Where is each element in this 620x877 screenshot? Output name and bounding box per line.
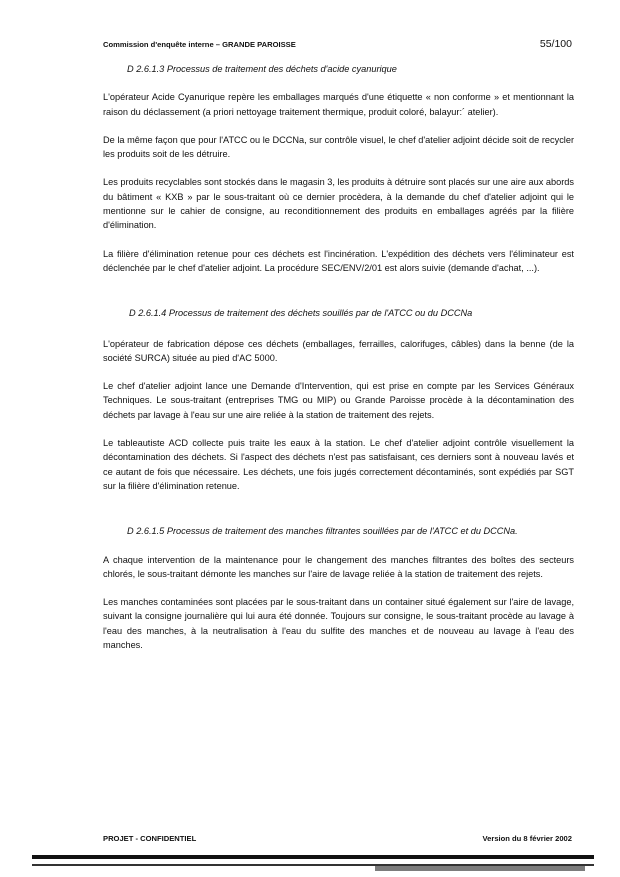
scan-edge-bar xyxy=(32,855,594,859)
page-number: 55/100 xyxy=(539,38,572,50)
header-title: Commission d'enquête interne – GRANDE PAROISSE xyxy=(103,40,296,49)
section-heading: D 2.6.1.3 Processus de traitement des déchets d'acide cyanurique xyxy=(127,64,397,74)
footer-confidential: PROJET - CONFIDENTIEL xyxy=(103,834,197,843)
paragraph: Le tableautiste ACD collecte puis traite les eaux à la station. Le chef d'atelier adjoint contrôle visuellement la décontamination des déchets. Si l'aspect des déchets n'est pas satisfaisant, ces derniers sont à nouveau lavés et ce autant de fois que nécessaire. Les déchets, une fois jugés correctement décontaminés, sont expédiés par SGT sur la filière d'élimination retenue. xyxy=(103,438,574,491)
paragraph: A chaque intervention de la maintenance pour le changement des manches filtrantes des boîtes des secteurs chlorés, le sous-traitant démonte les manches sur l'aire de lavage reliée à la station de traitement des rejets. xyxy=(103,554,574,579)
paragraph: Le chef d'atelier adjoint lance une Demande d'Intervention, qui est prise en compte par les Services Généraux Techniques. Le sous-traitant (entreprises TMG ou MIP) ou Grande Paroisse procède à la décontamination des déchets par lavage à l'eau sur une aire reliée à la station de traitement des rejets. xyxy=(103,381,574,420)
section-heading: D 2.6.1.4 Processus de traitement des déchets souillés par de l'ATCC ou du DCCNa xyxy=(129,308,473,319)
paragraph: L'opérateur de fabrication dépose ces déchets (emballages, ferrailles, calorifuges, câbles) dans la benne (de la société SURCA) située au pied d'AC 5000. xyxy=(103,338,574,363)
paragraph: De la même façon que pour l'ATCC ou le DCCNa, sur contrôle visuel, le chef d'atelier adjoint décide soit de recycler les produits soit de les détruire. xyxy=(103,134,574,160)
paragraph: Les produits recyclables sont stockés dans le magasin 3, les produits à détruire sont placés sur une aire aux abords du bâtiment « KXB » par le sous-traitant où ce dernier procèdera, à la demande du chef d'atelier adjoint qui le mentionne sur le cahier de consigne, au reconditionnement des produits en emballages agréés par la filière d'élimination. xyxy=(103,177,574,231)
paragraph: La filière d'élimination retenue pour ces déchets est l'incinération. L'expédition des déchets vers l'éliminateur est déclenchée par le chef d'atelier adjoint. La procédure SEC/ENV/2/01 est alors suivie (demande d'achat, ...). xyxy=(103,248,574,273)
paragraph: L'opérateur Acide Cyanurique repère les emballages marqués d'une étiquette « non conforme » et mentionnant la raison du déclassement (a priori nettoyage traitement thermique, produit coloré, balayur:´ atelier). xyxy=(103,92,574,117)
footer-version: Version du 8 février 2002 xyxy=(482,834,572,843)
paragraph: Les manches contaminées sont placées par le sous-traitant dans un container situé également sur l'aire de lavage, suivant la consigne journalière qui lui aura été donnée. Toujours sur consigne, le sous-traitant procède au lavage à l'eau des manches, à la neutralisation à l'eau du sulfite des manches et de nouveau au lavage à l'eau des manches. xyxy=(103,597,574,651)
section-heading: D 2.6.1.5 Processus de traitement des manches filtrantes souillées par de l'ATCC et du DCCNa. xyxy=(127,526,518,537)
document-body xyxy=(103,62,574,652)
page-header xyxy=(103,38,572,52)
scan-smudge xyxy=(375,866,585,871)
